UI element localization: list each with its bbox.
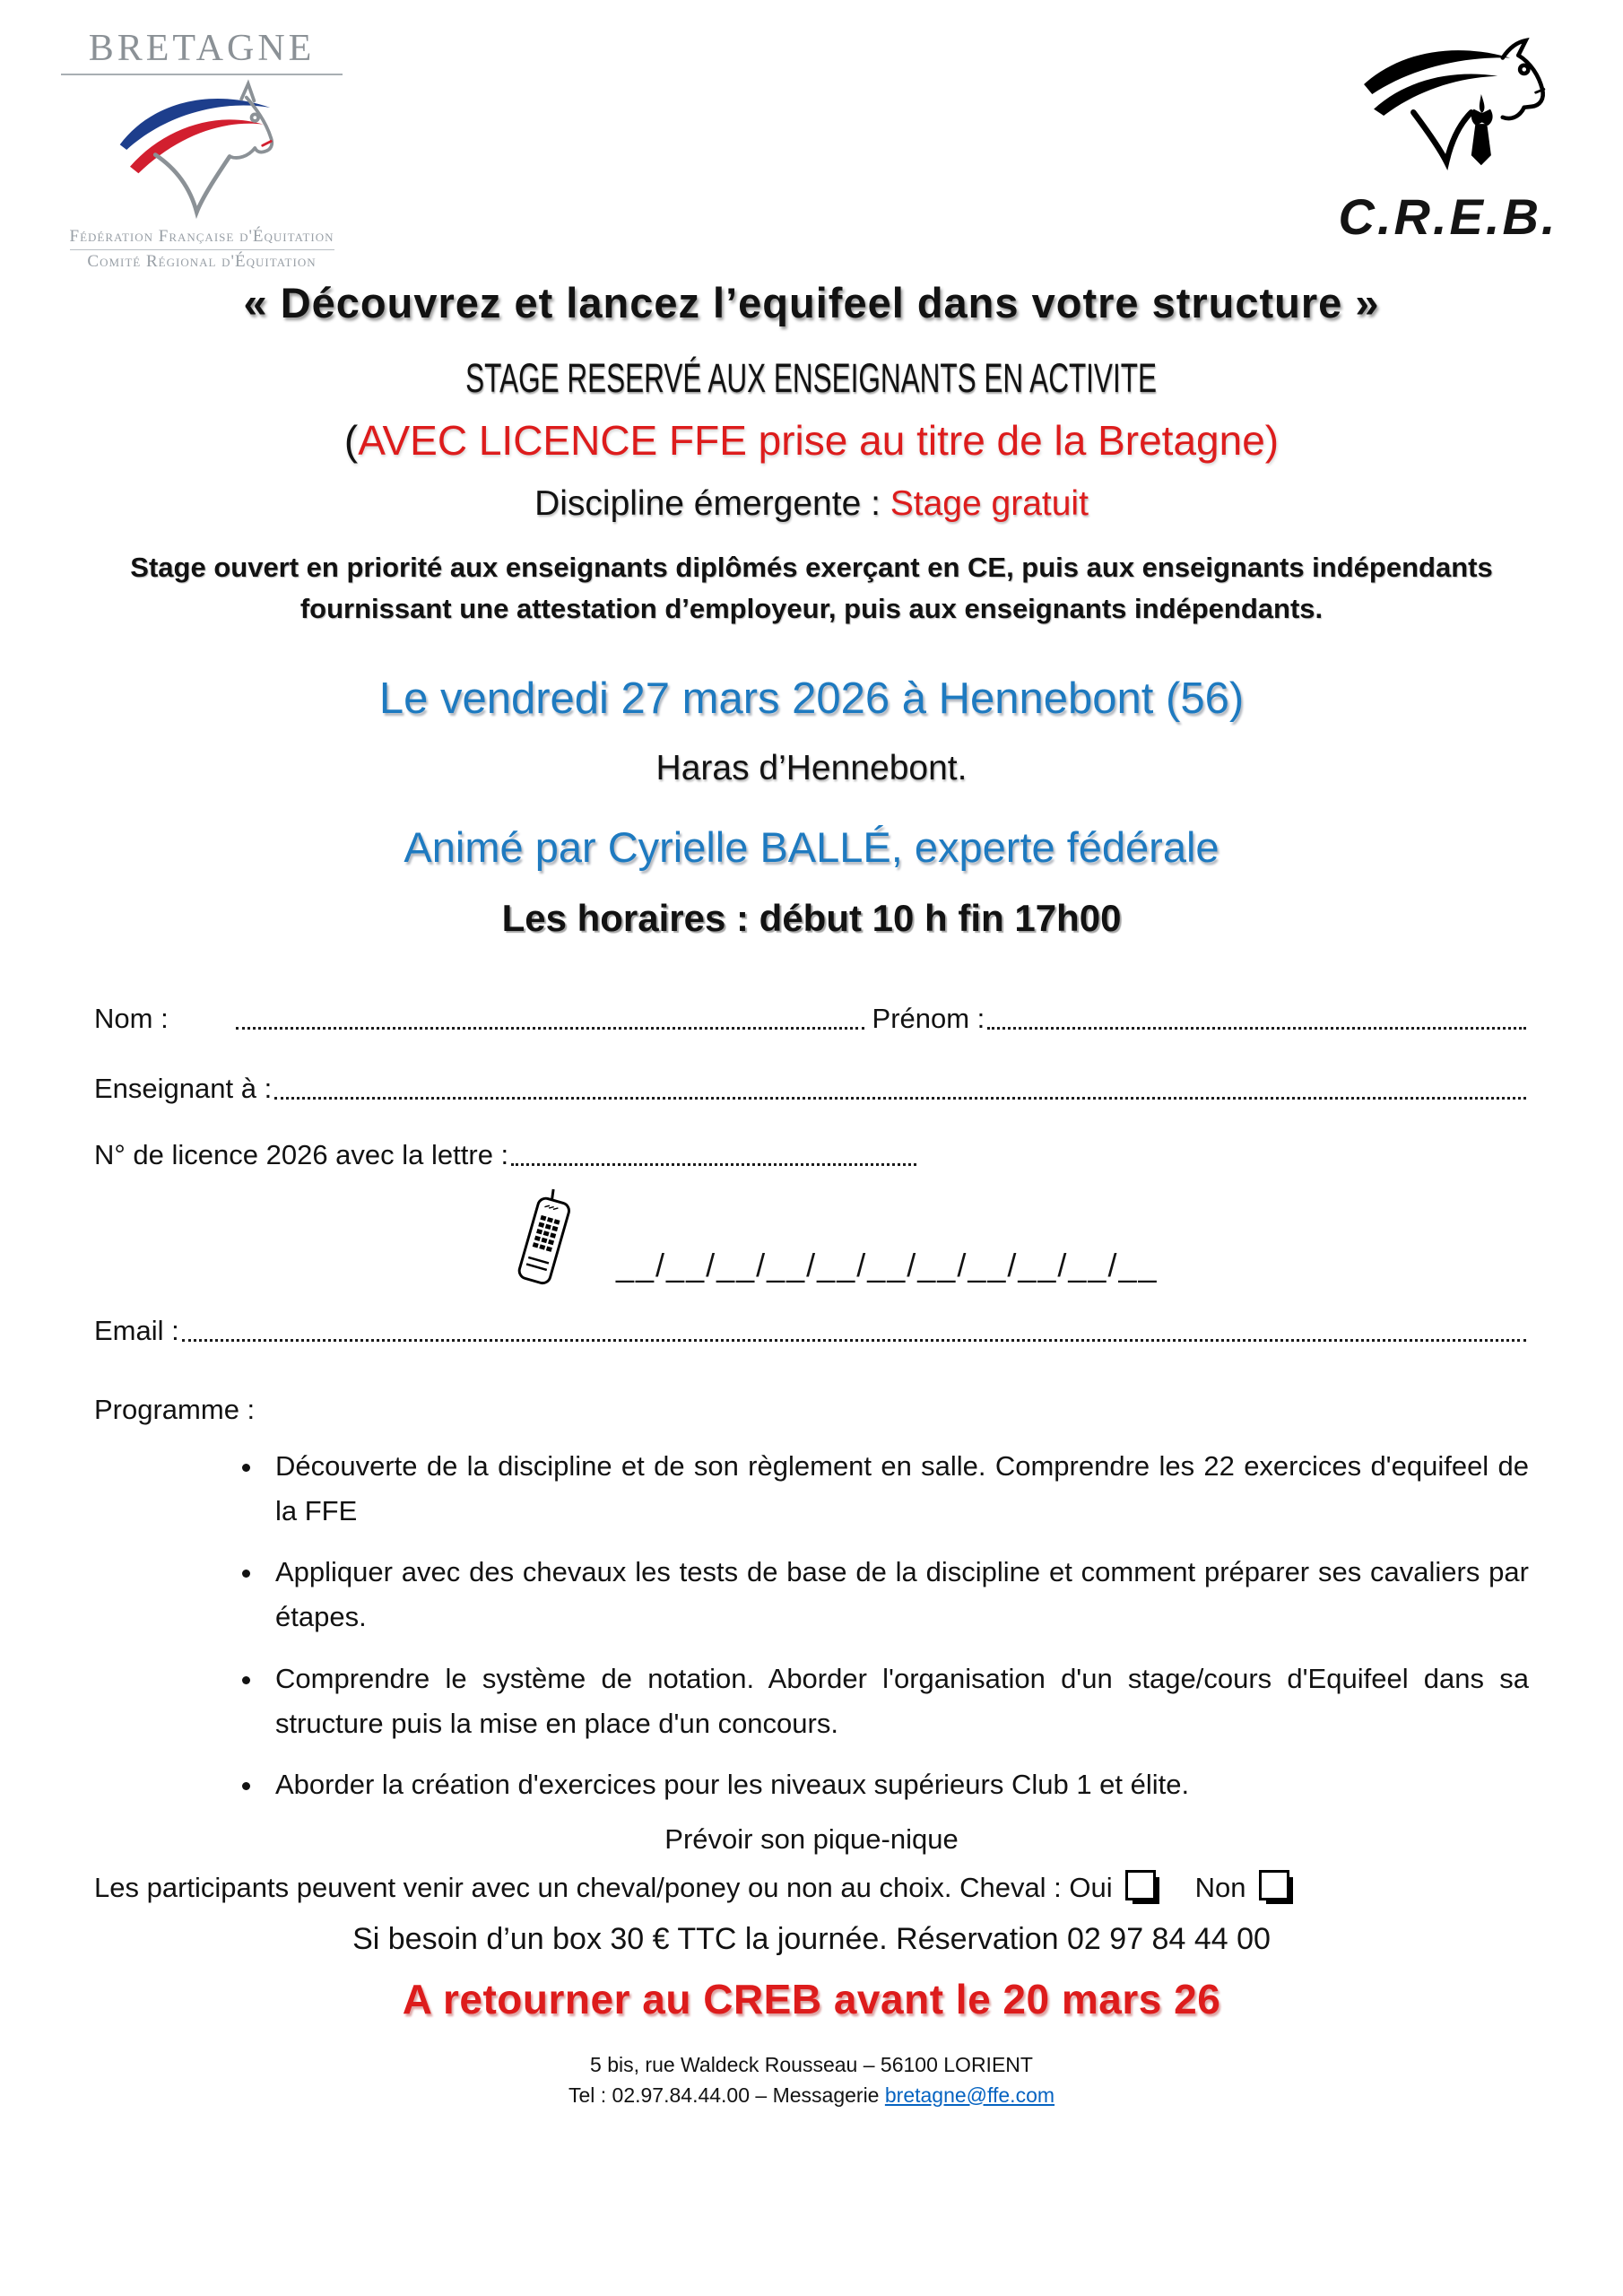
priority-paragraph: Stage ouvert en priorité aux enseignants diplômés exerçant en CE, puis aux enseignants indépendants fournissant une attestation d’employeur, puis aux enseignants indépendants.: [130, 551, 1493, 625]
licence-number-label: N° de licence 2026 avec la lettre :: [94, 1138, 509, 1170]
programme-item: • Comprendre le système de notation. Aborder l'organisation d'un stage/cours d'Equifeel dans sa structure puis la mise en place d'un concours.: [265, 1657, 1529, 1746]
licence-open-paren: (: [343, 416, 359, 464]
programme-heading: Programme :: [94, 1393, 256, 1425]
participants-text: Les participants peuvent venir avec un cheval/poney ou non au choix. Cheval : Oui: [94, 1872, 1113, 1904]
footer-address: 5 bis, rue Waldeck Rousseau – 56100 LORIENT: [590, 2053, 1033, 2077]
licence-requirement-line: [94, 416, 1529, 465]
non-label: Non: [1194, 1872, 1246, 1904]
subtitle: STAGE RESERVÉ AUX ENSEIGNANTS EN ACTIVITE: [465, 354, 1158, 401]
licence-number-row: [94, 1139, 1529, 1171]
ffe-org-line2: Comité Régional d'Équitation: [87, 251, 317, 271]
ffe-horse-head-icon: [99, 77, 305, 221]
venue-line: Haras d’Hennebont.: [655, 748, 968, 787]
footer: [94, 2050, 1529, 2110]
enseignant-blank-field[interactable]: [274, 1097, 1526, 1100]
creb-logo: [1300, 31, 1596, 246]
nom-blank-field[interactable]: [236, 1027, 864, 1030]
enseignant-label: Enseignant à :: [94, 1072, 273, 1104]
programme-item: • Appliquer avec des chevaux les tests de base de la discipline et comment préparer ses cavaliers par étapes.: [265, 1550, 1529, 1639]
prenom-label: Prénom :: [872, 1002, 985, 1034]
page-title: « Découvrez et lancez l’equifeel dans votre structure »: [243, 279, 1380, 326]
subtitle-wrap: [94, 355, 1529, 402]
footer-contact-line: [94, 2081, 1529, 2110]
enseignant-row: [94, 1073, 1529, 1105]
phone-number-blank-slots[interactable]: __/__/__/__/__/__/__/__/__/__/__: [616, 1246, 1159, 1283]
phone-row: [514, 1187, 1529, 1293]
footer-email-link[interactable]: bretagne@ffe.com: [884, 2083, 1055, 2107]
participants-row: [94, 1870, 1529, 1906]
email-label: Email :: [94, 1314, 179, 1346]
nom-label: Nom :: [94, 1002, 169, 1034]
creb-horse-head-icon: [1332, 31, 1565, 188]
email-blank-field[interactable]: [182, 1339, 1526, 1342]
discipline-black-text: Discipline émergente :: [534, 483, 890, 523]
discipline-line: [94, 484, 1529, 524]
footer-tel-text: Tel : 02.97.84.44.00 – Messagerie: [568, 2083, 885, 2107]
licence-number-blank-field[interactable]: [511, 1163, 916, 1166]
mobile-phone-icon: [514, 1187, 578, 1293]
name-row: [94, 1003, 1529, 1035]
cheval-non-checkbox[interactable]: [1259, 1870, 1289, 1900]
return-deadline-note: A retourner au CREB avant le 20 mars 26: [402, 1976, 1221, 2023]
animator-heading: Animé par Cyrielle BALLÉ, experte fédérale: [404, 822, 1219, 871]
licence-red-text: AVEC LICENCE FFE prise au titre de la Bretagne): [358, 416, 1280, 464]
email-row: [94, 1315, 1529, 1347]
picnic-note: Prévoir son pique-nique: [664, 1823, 959, 1856]
programme-item: • Découverte de la discipline et de son règlement en salle. Comprendre les 22 exercices d'equifeel de la FFE: [265, 1444, 1529, 1534]
ffe-region-wordmark: BRETAGNE: [88, 28, 316, 69]
schedule-line: Les horaires : début 10 h fin 17h00: [501, 896, 1122, 939]
event-date-heading: Le vendredi 27 mars 2026 à Hennebont (56): [378, 674, 1245, 723]
discipline-red-text: Stage gratuit: [890, 483, 1089, 523]
ffe-org-line1: Fédération Française d'Équitation: [70, 225, 334, 250]
cheval-oui-checkbox[interactable]: [1125, 1870, 1156, 1900]
creb-acronym: C.R.E.B.: [1338, 188, 1558, 245]
box-reservation-note: Si besoin d’un box 30 € TTC la journée. Réservation 02 97 84 44 00: [352, 1922, 1271, 1957]
prenom-blank-field[interactable]: [987, 1027, 1526, 1030]
programme-list: [94, 1444, 1529, 1808]
ffe-bretagne-logo: [45, 27, 359, 273]
ffe-rule: [61, 74, 343, 75]
programme-item: • Aborder la création d'exercices pour les niveaux supérieurs Club 1 et élite.: [265, 1762, 1529, 1807]
